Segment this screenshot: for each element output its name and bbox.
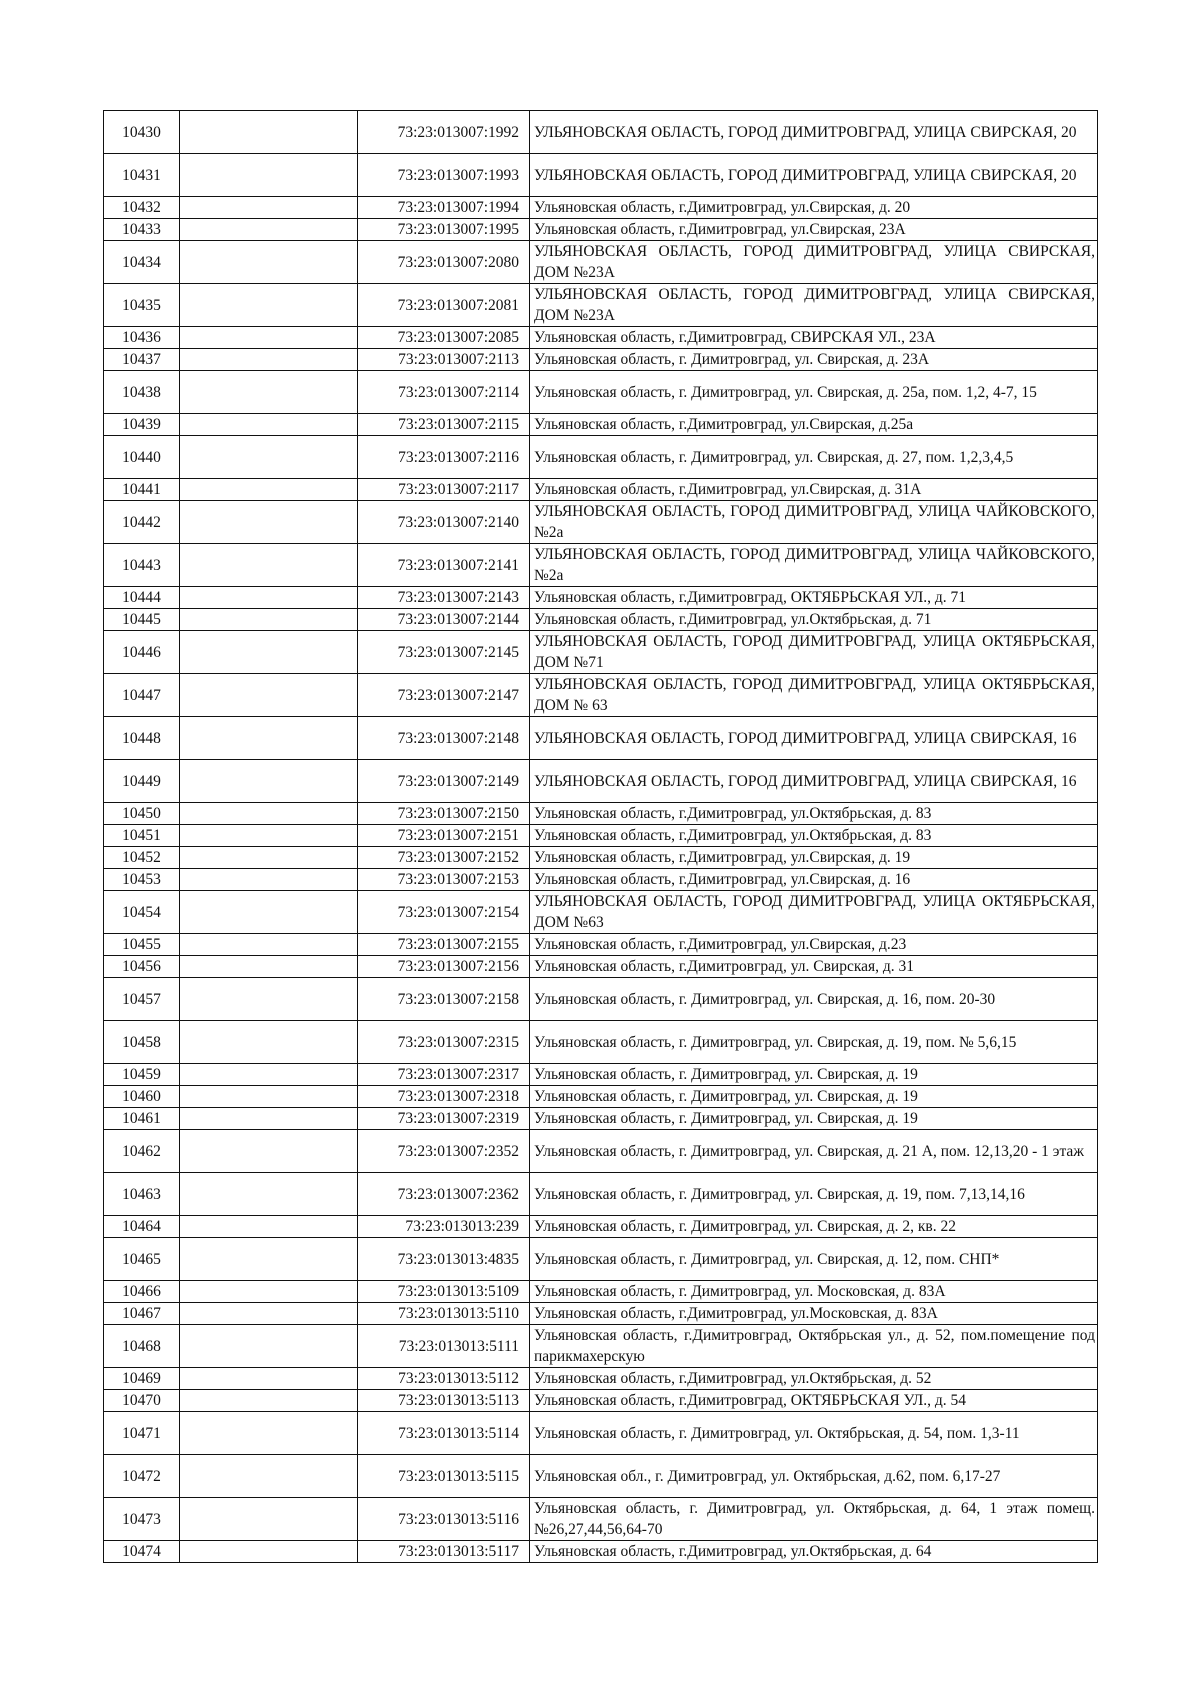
row-number-cell: 10440 [104,436,180,479]
cadastral-number-cell: 73:23:013007:2362 [358,1173,530,1216]
empty-cell [180,284,358,327]
table-row [104,284,1098,327]
address-cell: УЛЬЯНОВСКАЯ ОБЛАСТЬ, ГОРОД ДИМИТРОВГРАД, УЛИЦА ОКТЯБРЬСКАЯ, ДОМ № 63 [530,674,1098,717]
empty-cell [180,1390,358,1412]
cadastral-number-cell: 73:23:013007:2150 [358,803,530,825]
cadastral-number-cell: 73:23:013007:2317 [358,1064,530,1086]
empty-cell [180,1368,358,1390]
row-number-cell: 10448 [104,717,180,760]
empty-cell [180,717,358,760]
address-cell: Ульяновская область, г.Димитровград, ул.Свирская, д. 19 [530,847,1098,869]
table-row [104,1498,1098,1541]
row-number-cell: 10436 [104,327,180,349]
empty-cell [180,349,358,371]
row-number-cell: 10445 [104,609,180,631]
table-row [104,1086,1098,1108]
row-number-cell: 10462 [104,1130,180,1173]
cadastral-number-cell: 73:23:013007:2154 [358,891,530,934]
cadastral-number-cell: 73:23:013013:5117 [358,1541,530,1563]
empty-cell [180,479,358,501]
row-number-cell: 10469 [104,1368,180,1390]
cadastral-number-cell: 73:23:013013:5115 [358,1455,530,1498]
cadastral-number-cell: 73:23:013007:2143 [358,587,530,609]
cadastral-number-cell: 73:23:013007:2116 [358,436,530,479]
row-number-cell: 10464 [104,1216,180,1238]
table-row [104,1021,1098,1064]
cadastral-number-cell: 73:23:013013:5114 [358,1412,530,1455]
cadastral-number-cell: 73:23:013007:2140 [358,501,530,544]
table-row [104,414,1098,436]
table-row [104,241,1098,284]
address-cell: Ульяновская область, г.Димитровград, ул.Октябрьская, д. 83 [530,825,1098,847]
table-row [104,111,1098,154]
row-number-cell: 10460 [104,1086,180,1108]
row-number-cell: 10438 [104,371,180,414]
address-cell: Ульяновская область, г. Димитровград, ул. Свирская, д. 25а, пом. 1,2, 4-7, 15 [530,371,1098,414]
cadastral-number-cell: 73:23:013013:5111 [358,1325,530,1368]
cadastral-number-cell: 73:23:013007:1993 [358,154,530,197]
cadastral-number-cell: 73:23:013007:2151 [358,825,530,847]
cadastral-number-cell: 73:23:013007:1994 [358,197,530,219]
cadastral-number-cell: 73:23:013007:1992 [358,111,530,154]
cadastral-number-cell: 73:23:013013:5112 [358,1368,530,1390]
row-number-cell: 10470 [104,1390,180,1412]
empty-cell [180,414,358,436]
cadastral-number-cell: 73:23:013013:5113 [358,1390,530,1412]
table-row [104,349,1098,371]
address-cell: УЛЬЯНОВСКАЯ ОБЛАСТЬ, ГОРОД ДИМИТРОВГРАД, УЛИЦА ЧАЙКОВСКОГО, №2а [530,501,1098,544]
address-cell: УЛЬЯНОВСКАЯ ОБЛАСТЬ, ГОРОД ДИМИТРОВГРАД, УЛИЦА СВИРСКАЯ, 16 [530,717,1098,760]
empty-cell [180,674,358,717]
row-number-cell: 10431 [104,154,180,197]
table-row [104,501,1098,544]
table-row [104,479,1098,501]
address-cell: Ульяновская область, г.Димитровград, ул.Свирская, д. 20 [530,197,1098,219]
row-number-cell: 10442 [104,501,180,544]
row-number-cell: 10473 [104,1498,180,1541]
address-cell: Ульяновская область, г. Димитровград, ул. Свирская, д. 16, пом. 20-30 [530,978,1098,1021]
address-cell: Ульяновская область, г.Димитровград, СВИРСКАЯ УЛ., 23А [530,327,1098,349]
empty-cell [180,1021,358,1064]
cadastral-number-cell: 73:23:013007:2113 [358,349,530,371]
cadastral-number-cell: 73:23:013007:2115 [358,414,530,436]
empty-cell [180,1108,358,1130]
address-cell: Ульяновская область, г.Димитровград, Октябрьская ул., д. 52, пом.помещение под парикмахерскую [530,1325,1098,1368]
table-row [104,1303,1098,1325]
empty-cell [180,609,358,631]
row-number-cell: 10454 [104,891,180,934]
empty-cell [180,1064,358,1086]
row-number-cell: 10459 [104,1064,180,1086]
cadastral-number-cell: 73:23:013013:5110 [358,1303,530,1325]
address-cell: Ульяновская область, г.Димитровград, ул.Свирская, д. 16 [530,869,1098,891]
cadastral-number-cell: 73:23:013007:2148 [358,717,530,760]
empty-cell [180,847,358,869]
cadastral-number-cell: 73:23:013013:5116 [358,1498,530,1541]
address-cell: Ульяновская область, г. Димитровград, ул. Свирская, д. 12, пом. СНП* [530,1238,1098,1281]
table-row [104,609,1098,631]
row-number-cell: 10466 [104,1281,180,1303]
address-cell: Ульяновская область, г.Димитровград, ул.Октябрьская, д. 83 [530,803,1098,825]
empty-cell [180,544,358,587]
cadastral-number-cell: 73:23:013007:2114 [358,371,530,414]
address-cell: УЛЬЯНОВСКАЯ ОБЛАСТЬ, ГОРОД ДИМИТРОВГРАД, УЛИЦА СВИРСКАЯ, 20 [530,154,1098,197]
row-number-cell: 10458 [104,1021,180,1064]
row-number-cell: 10434 [104,241,180,284]
table-row [104,674,1098,717]
table-row [104,631,1098,674]
row-number-cell: 10453 [104,869,180,891]
empty-cell [180,327,358,349]
row-number-cell: 10451 [104,825,180,847]
row-number-cell: 10463 [104,1173,180,1216]
row-number-cell: 10465 [104,1238,180,1281]
table-row [104,197,1098,219]
cadastral-number-cell: 73:23:013007:2315 [358,1021,530,1064]
address-cell: Ульяновская область, г.Димитровград, ул.Октябрьская, д. 71 [530,609,1098,631]
cadastral-number-cell: 73:23:013007:2158 [358,978,530,1021]
address-cell: Ульяновская область, г.Димитровград, ул.Свирская, 23А [530,219,1098,241]
address-cell: Ульяновская область, г. Димитровград, ул. Свирская, д. 19 [530,1108,1098,1130]
table-row [104,1130,1098,1173]
registry-table [103,110,1098,1563]
row-number-cell: 10435 [104,284,180,327]
table-row [104,327,1098,349]
cadastral-number-cell: 73:23:013007:2117 [358,479,530,501]
cadastral-number-cell: 73:23:013007:2352 [358,1130,530,1173]
empty-cell [180,587,358,609]
address-cell: УЛЬЯНОВСКАЯ ОБЛАСТЬ, ГОРОД ДИМИТРОВГРАД, УЛИЦА СВИРСКАЯ, ДОМ №23А [530,241,1098,284]
empty-cell [180,869,358,891]
address-cell: Ульяновская область, г.Димитровград, ул.Свирская, д.25а [530,414,1098,436]
cadastral-number-cell: 73:23:013013:239 [358,1216,530,1238]
cadastral-number-cell: 73:23:013007:2081 [358,284,530,327]
table-row [104,1455,1098,1498]
table-row [104,825,1098,847]
table-row [104,544,1098,587]
address-cell: Ульяновская область, г. Димитровград, ул. Свирская, д. 19, пом. 7,13,14,16 [530,1173,1098,1216]
row-number-cell: 10457 [104,978,180,1021]
address-cell: Ульяновская область, г. Димитровград, ул. Октябрьская, д. 64, 1 этаж помещ. №26,27,44,56,64-70 [530,1498,1098,1541]
cadastral-number-cell: 73:23:013013:5109 [358,1281,530,1303]
table-row [104,1412,1098,1455]
table-row [104,154,1098,197]
table-row [104,891,1098,934]
table-row [104,847,1098,869]
cadastral-number-cell: 73:23:013007:2144 [358,609,530,631]
table-row [104,1325,1098,1368]
row-number-cell: 10474 [104,1541,180,1563]
row-number-cell: 10452 [104,847,180,869]
empty-cell [180,1281,358,1303]
address-cell: Ульяновская область, г. Димитровград, ул. Октябрьская, д. 54, пом. 1,3-11 [530,1412,1098,1455]
address-cell: Ульяновская область, г.Димитровград, ул.Октябрьская, д. 52 [530,1368,1098,1390]
table-row [104,1368,1098,1390]
cadastral-number-cell: 73:23:013007:2153 [358,869,530,891]
table-row [104,1064,1098,1086]
row-number-cell: 10455 [104,934,180,956]
address-cell: Ульяновская область, г.Димитровград, ул.Октябрьская, д. 64 [530,1541,1098,1563]
empty-cell [180,1086,358,1108]
empty-cell [180,1173,358,1216]
cadastral-number-cell: 73:23:013007:1995 [358,219,530,241]
address-cell: Ульяновская область, г. Димитровград, ул. Московская, д. 83А [530,1281,1098,1303]
cadastral-number-cell: 73:23:013007:2141 [358,544,530,587]
address-cell: УЛЬЯНОВСКАЯ ОБЛАСТЬ, ГОРОД ДИМИТРОВГРАД, УЛИЦА ОКТЯБРЬСКАЯ, ДОМ №63 [530,891,1098,934]
address-cell: Ульяновская область, г.Димитровград, ОКТЯБРЬСКАЯ УЛ., д. 71 [530,587,1098,609]
row-number-cell: 10430 [104,111,180,154]
address-cell: Ульяновская область, г.Димитровград, ул.Московская, д. 83А [530,1303,1098,1325]
row-number-cell: 10432 [104,197,180,219]
address-cell: УЛЬЯНОВСКАЯ ОБЛАСТЬ, ГОРОД ДИМИТРОВГРАД, УЛИЦА СВИРСКАЯ, 16 [530,760,1098,803]
cadastral-number-cell: 73:23:013013:4835 [358,1238,530,1281]
address-cell: УЛЬЯНОВСКАЯ ОБЛАСТЬ, ГОРОД ДИМИТРОВГРАД, УЛИЦА ЧАЙКОВСКОГО, №2а [530,544,1098,587]
table-row [104,934,1098,956]
empty-cell [180,111,358,154]
cadastral-number-cell: 73:23:013007:2080 [358,241,530,284]
empty-cell [180,219,358,241]
empty-cell [180,1412,358,1455]
row-number-cell: 10433 [104,219,180,241]
cadastral-number-cell: 73:23:013007:2152 [358,847,530,869]
empty-cell [180,436,358,479]
table-row [104,587,1098,609]
address-cell: Ульяновская область, г. Димитровград, ул. Свирская, д. 19, пом. № 5,6,15 [530,1021,1098,1064]
table-row [104,219,1098,241]
empty-cell [180,978,358,1021]
address-cell: Ульяновская обл., г. Димитровград, ул. Октябрьская, д.62, пом. 6,17-27 [530,1455,1098,1498]
table-row [104,1390,1098,1412]
empty-cell [180,1216,358,1238]
row-number-cell: 10444 [104,587,180,609]
empty-cell [180,154,358,197]
empty-cell [180,803,358,825]
row-number-cell: 10456 [104,956,180,978]
table-row [104,717,1098,760]
address-cell: Ульяновская область, г. Димитровград, ул. Свирская, д. 27, пом. 1,2,3,4,5 [530,436,1098,479]
cadastral-number-cell: 73:23:013007:2085 [358,327,530,349]
table-row [104,1238,1098,1281]
empty-cell [180,371,358,414]
cadastral-number-cell: 73:23:013007:2155 [358,934,530,956]
empty-cell [180,891,358,934]
empty-cell [180,825,358,847]
address-cell: Ульяновская область, г.Димитровград, ул.Свирская, д. 31А [530,479,1098,501]
row-number-cell: 10441 [104,479,180,501]
row-number-cell: 10446 [104,631,180,674]
empty-cell [180,1498,358,1541]
empty-cell [180,956,358,978]
address-cell: УЛЬЯНОВСКАЯ ОБЛАСТЬ, ГОРОД ДИМИТРОВГРАД, УЛИЦА СВИРСКАЯ, 20 [530,111,1098,154]
table-body [104,111,1098,1563]
table-row [104,869,1098,891]
empty-cell [180,1541,358,1563]
row-number-cell: 10439 [104,414,180,436]
row-number-cell: 10471 [104,1412,180,1455]
address-cell: Ульяновская область, г. Димитровград, ул. Свирская, д. 19 [530,1064,1098,1086]
table-row [104,1281,1098,1303]
cadastral-number-cell: 73:23:013007:2318 [358,1086,530,1108]
address-cell: Ульяновская область, г.Димитровград, ОКТЯБРЬСКАЯ УЛ., д. 54 [530,1390,1098,1412]
empty-cell [180,760,358,803]
table-row [104,1541,1098,1563]
cadastral-number-cell: 73:23:013007:2147 [358,674,530,717]
row-number-cell: 10468 [104,1325,180,1368]
empty-cell [180,631,358,674]
row-number-cell: 10443 [104,544,180,587]
empty-cell [180,1325,358,1368]
table-row [104,436,1098,479]
cadastral-number-cell: 73:23:013007:2145 [358,631,530,674]
empty-cell [180,197,358,219]
address-cell: Ульяновская область, г. Димитровград, ул. Свирская, д. 2, кв. 22 [530,1216,1098,1238]
address-cell: Ульяновская область, г. Димитровград, ул. Свирская, д. 19 [530,1086,1098,1108]
row-number-cell: 10467 [104,1303,180,1325]
empty-cell [180,1303,358,1325]
table-row [104,371,1098,414]
row-number-cell: 10449 [104,760,180,803]
cadastral-number-cell: 73:23:013007:2156 [358,956,530,978]
empty-cell [180,1455,358,1498]
cadastral-number-cell: 73:23:013007:2149 [358,760,530,803]
empty-cell [180,934,358,956]
address-cell: Ульяновская область, г.Димитровград, ул.Свирская, д.23 [530,934,1098,956]
empty-cell [180,501,358,544]
table-row [104,1173,1098,1216]
row-number-cell: 10450 [104,803,180,825]
table-row [104,1216,1098,1238]
table-row [104,978,1098,1021]
row-number-cell: 10447 [104,674,180,717]
address-cell: Ульяновская область, г. Димитровград, ул. Свирская, д. 23А [530,349,1098,371]
table-row [104,1108,1098,1130]
row-number-cell: 10472 [104,1455,180,1498]
empty-cell [180,1130,358,1173]
address-cell: УЛЬЯНОВСКАЯ ОБЛАСТЬ, ГОРОД ДИМИТРОВГРАД, УЛИЦА ОКТЯБРЬСКАЯ, ДОМ №71 [530,631,1098,674]
table-row [104,803,1098,825]
row-number-cell: 10437 [104,349,180,371]
table-row [104,760,1098,803]
address-cell: Ульяновская область, г.Димитровград, ул. Свирская, д. 31 [530,956,1098,978]
empty-cell [180,1238,358,1281]
table-row [104,956,1098,978]
cadastral-number-cell: 73:23:013007:2319 [358,1108,530,1130]
address-cell: УЛЬЯНОВСКАЯ ОБЛАСТЬ, ГОРОД ДИМИТРОВГРАД, УЛИЦА СВИРСКАЯ, ДОМ №23А [530,284,1098,327]
address-cell: Ульяновская область, г. Димитровград, ул. Свирская, д. 21 А, пом. 12,13,20 - 1 этаж [530,1130,1098,1173]
row-number-cell: 10461 [104,1108,180,1130]
empty-cell [180,241,358,284]
